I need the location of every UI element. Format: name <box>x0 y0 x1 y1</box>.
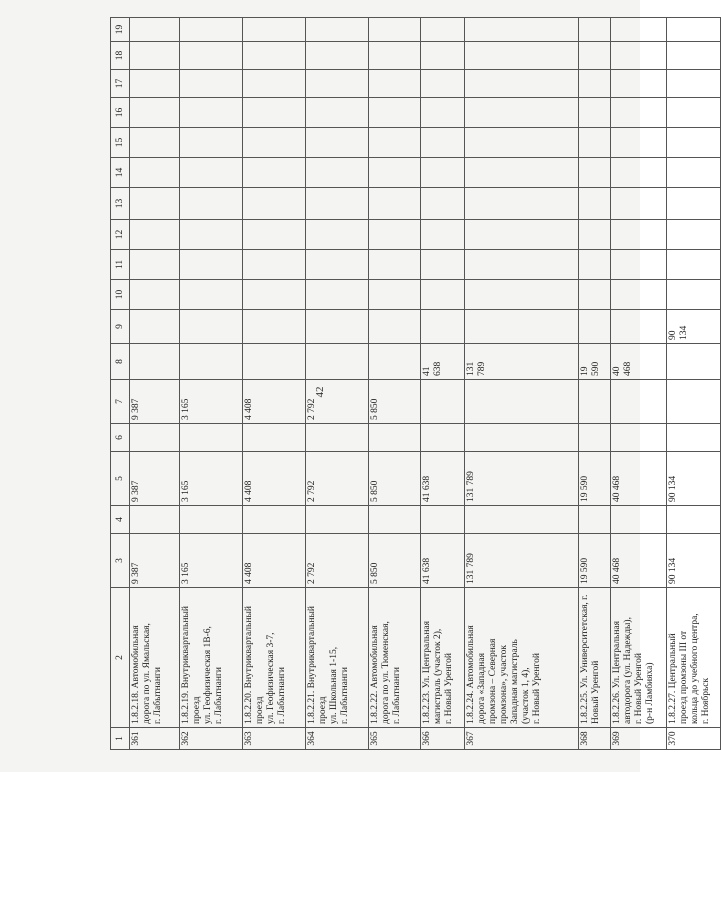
value-cell-col8 <box>667 344 721 380</box>
name-line: г. Лабытнанги <box>153 667 163 724</box>
empty-cell <box>243 98 306 128</box>
row-number-cell: 364 <box>306 728 369 750</box>
column-header: 11 <box>111 250 130 280</box>
column-header: 6 <box>111 424 130 452</box>
value-cell-col9 <box>465 310 579 344</box>
row-number-cell: 368 <box>579 728 611 750</box>
name-line: дорога по ул. Ямальская, <box>142 623 152 724</box>
value-cell-col8 <box>465 344 579 380</box>
name-line: ул. Геофизическая 1В-6, <box>203 626 213 724</box>
empty-cell <box>611 128 667 158</box>
empty-cell <box>130 250 180 280</box>
value-cell-col9 <box>180 310 243 344</box>
empty-cell <box>130 424 180 452</box>
empty-cell <box>306 98 369 128</box>
value-cell-col3: 9 387 <box>130 534 180 588</box>
name-line: ул. Геофизическая 3-7, <box>266 632 276 724</box>
empty-cell <box>421 424 465 452</box>
empty-cell <box>180 424 243 452</box>
column-header: 1 <box>111 728 130 750</box>
value-cell-col3: 19 590 <box>579 534 611 588</box>
empty-cell <box>421 220 465 250</box>
name-line: 1.8.2.19. Внутриквартальный проезд <box>181 606 202 724</box>
empty-cell <box>243 128 306 158</box>
empty-cell <box>369 70 421 98</box>
name-line: г. Новый Уренгой <box>532 653 542 724</box>
empty-cell <box>667 70 721 98</box>
empty-cell <box>579 18 611 42</box>
empty-cell <box>579 220 611 250</box>
empty-cell <box>306 128 369 158</box>
empty-cell <box>180 42 243 70</box>
value-cell-col9 <box>130 310 180 344</box>
empty-cell <box>667 128 721 158</box>
empty-cell <box>421 250 465 280</box>
empty-cell <box>611 98 667 128</box>
name-line: промзона», участок <box>499 644 509 724</box>
name-line: г. Новый Уренгой <box>444 653 454 724</box>
column-header: 5 <box>111 452 130 506</box>
empty-cell <box>180 158 243 188</box>
name-line: Западная магистраль <box>510 639 520 724</box>
empty-cell <box>579 128 611 158</box>
row-number-cell: 366 <box>421 728 465 750</box>
empty-cell <box>369 98 421 128</box>
empty-cell <box>579 424 611 452</box>
value-cell-col3: 40 468 <box>611 534 667 588</box>
empty-cell <box>611 42 667 70</box>
empty-cell <box>667 98 721 128</box>
empty-cell <box>180 188 243 220</box>
column-header: 3 <box>111 534 130 588</box>
object-name-cell <box>243 588 306 728</box>
value-cell-col8 <box>180 344 243 380</box>
value-line: 468 <box>623 361 633 376</box>
empty-cell <box>243 18 306 42</box>
value-cell-col3: 3 165 <box>180 534 243 588</box>
name-line: 1.8.2.24. Автомобильная <box>466 625 476 724</box>
empty-cell <box>421 70 465 98</box>
value-cell-col7 <box>465 380 579 424</box>
empty-cell <box>667 250 721 280</box>
empty-cell <box>579 70 611 98</box>
table-row <box>243 18 306 750</box>
empty-cell <box>369 158 421 188</box>
table-row <box>130 18 180 750</box>
empty-cell <box>611 18 667 42</box>
empty-cell <box>369 250 421 280</box>
empty-cell <box>180 128 243 158</box>
name-line: дорога «Западная <box>477 653 487 724</box>
row-number-cell: 367 <box>465 728 579 750</box>
empty-cell <box>306 70 369 98</box>
empty-cell <box>369 42 421 70</box>
value-cell-col7: 5 850 <box>369 380 421 424</box>
value-cell-col5: 2 792 <box>306 452 369 506</box>
name-line: промзона – Северная <box>488 638 498 724</box>
value-cell-col9 <box>306 310 369 344</box>
value-cell-col7 <box>667 380 721 424</box>
empty-cell <box>306 506 369 534</box>
object-name-cell <box>180 588 243 728</box>
empty-cell <box>180 250 243 280</box>
value-cell-col9 <box>611 310 667 344</box>
empty-cell <box>465 70 579 98</box>
name-line: 1.8.2.20. Внутриквартальный проезд <box>244 606 265 724</box>
empty-cell <box>130 280 180 310</box>
table-row <box>611 18 667 750</box>
empty-cell <box>611 158 667 188</box>
value-cell-col5: 9 387 <box>130 452 180 506</box>
row-number-cell: 365 <box>369 728 421 750</box>
column-header: 19 <box>111 18 130 42</box>
value-line: 638 <box>433 361 443 376</box>
empty-cell <box>180 220 243 250</box>
object-name-cell <box>611 588 667 728</box>
empty-cell <box>130 506 180 534</box>
value-cell-col5: 131 789 <box>465 452 579 506</box>
empty-cell <box>421 98 465 128</box>
empty-cell <box>421 188 465 220</box>
empty-cell <box>465 188 579 220</box>
empty-cell <box>369 220 421 250</box>
value-cell-col8 <box>421 344 465 380</box>
table-row <box>465 18 579 750</box>
empty-cell <box>369 506 421 534</box>
name-line: 1.8.2.18. Автомобильная <box>131 625 141 724</box>
value-cell-col9 <box>243 310 306 344</box>
row-number-cell: 361 <box>130 728 180 750</box>
empty-cell <box>306 42 369 70</box>
name-line: г. Лабытнанги <box>340 667 350 724</box>
empty-cell <box>369 424 421 452</box>
empty-cell <box>611 506 667 534</box>
empty-cell <box>421 158 465 188</box>
empty-cell <box>667 280 721 310</box>
value-cell-col8 <box>579 344 611 380</box>
value-cell-col7: 3 165 <box>180 380 243 424</box>
value-cell-col7 <box>421 380 465 424</box>
value-cell-col8 <box>369 344 421 380</box>
empty-cell <box>180 18 243 42</box>
empty-cell <box>579 188 611 220</box>
column-header: 18 <box>111 42 130 70</box>
column-header: 12 <box>111 220 130 250</box>
data-table <box>110 17 721 750</box>
empty-cell <box>611 188 667 220</box>
value-cell-col7: 9 387 <box>130 380 180 424</box>
empty-cell <box>130 188 180 220</box>
table-row <box>180 18 243 750</box>
table-row <box>421 18 465 750</box>
empty-cell <box>667 158 721 188</box>
empty-cell <box>243 158 306 188</box>
empty-cell <box>579 250 611 280</box>
name-line: (участок 1, 4), <box>521 667 531 724</box>
empty-cell <box>130 42 180 70</box>
table-row <box>667 18 721 750</box>
empty-cell <box>180 70 243 98</box>
name-line: ул. Школьная 1-15, <box>329 646 339 724</box>
name-line: 1.8.2.25. Ул. Университетская, г. Новый Уренгой <box>580 594 601 724</box>
column-header: 9 <box>111 310 130 344</box>
column-header: 17 <box>111 70 130 98</box>
value-cell-col9 <box>667 310 721 344</box>
value-line: 590 <box>591 361 601 376</box>
empty-cell <box>130 70 180 98</box>
rotated-table-area <box>110 22 711 750</box>
name-line: 1.8.2.23. Ул. Центральная <box>422 621 432 724</box>
name-line: г. Ноябрьск <box>701 677 711 724</box>
empty-cell <box>465 42 579 70</box>
empty-cell <box>667 188 721 220</box>
name-line: 1.8.2.27. Центральный <box>668 633 678 724</box>
row-number-cell: 370 <box>667 728 721 750</box>
value-line: 19 <box>580 366 590 376</box>
empty-cell <box>243 506 306 534</box>
empty-cell <box>180 280 243 310</box>
name-line: магистраль (участок 2), <box>433 628 443 724</box>
empty-cell <box>611 424 667 452</box>
empty-cell <box>579 158 611 188</box>
empty-cell <box>465 158 579 188</box>
empty-cell <box>465 98 579 128</box>
empty-cell <box>243 280 306 310</box>
value-cell-col8 <box>130 344 180 380</box>
table-body <box>130 18 721 750</box>
empty-cell <box>243 250 306 280</box>
value-cell-col5: 19 590 <box>579 452 611 506</box>
empty-cell <box>611 280 667 310</box>
empty-cell <box>579 42 611 70</box>
empty-cell <box>465 506 579 534</box>
name-line: автодорога (ул. Надежды), <box>623 617 633 724</box>
value-cell-col9 <box>421 310 465 344</box>
empty-cell <box>369 128 421 158</box>
empty-cell <box>130 158 180 188</box>
empty-cell <box>465 220 579 250</box>
row-number-cell: 369 <box>611 728 667 750</box>
empty-cell <box>465 128 579 158</box>
value-line: 134 <box>679 325 689 340</box>
empty-cell <box>306 250 369 280</box>
value-cell-col3: 131 789 <box>465 534 579 588</box>
value-cell-col7: 2 792 <box>306 380 369 424</box>
column-header: 13 <box>111 188 130 220</box>
value-cell-col3: 4 408 <box>243 534 306 588</box>
empty-cell <box>667 506 721 534</box>
name-line: г. Лабытнанги <box>214 667 224 724</box>
empty-cell <box>180 506 243 534</box>
table-row <box>369 18 421 750</box>
value-line: 131 <box>466 361 476 376</box>
column-header: 2 <box>111 588 130 728</box>
object-name-cell <box>421 588 465 728</box>
empty-cell <box>465 280 579 310</box>
name-line: 1.8.2.21. Внутриквартальный проезд <box>307 606 328 724</box>
empty-cell <box>465 250 579 280</box>
empty-cell <box>611 70 667 98</box>
empty-cell <box>667 42 721 70</box>
value-cell-col3: 41 638 <box>421 534 465 588</box>
empty-cell <box>465 424 579 452</box>
empty-cell <box>243 70 306 98</box>
empty-cell <box>180 98 243 128</box>
empty-cell <box>243 188 306 220</box>
name-line: г. Новый Уренгой <box>634 653 644 724</box>
value-cell-col8 <box>306 344 369 380</box>
value-cell-col9 <box>579 310 611 344</box>
object-name-cell <box>306 588 369 728</box>
object-name-cell <box>369 588 421 728</box>
name-line: 1.8.2.26. Ул. Центральная <box>612 621 622 724</box>
empty-cell <box>130 18 180 42</box>
empty-cell <box>421 18 465 42</box>
value-line: 41 <box>422 366 432 376</box>
table-row <box>306 18 369 750</box>
empty-cell <box>306 424 369 452</box>
name-line: г. Лабытнанги <box>392 667 402 724</box>
value-cell-col7 <box>579 380 611 424</box>
empty-cell <box>369 18 421 42</box>
empty-cell <box>421 128 465 158</box>
empty-cell <box>611 250 667 280</box>
empty-cell <box>421 506 465 534</box>
empty-cell <box>243 424 306 452</box>
empty-cell <box>611 220 667 250</box>
empty-cell <box>421 42 465 70</box>
name-line: кольца до учебного центра, <box>690 613 700 724</box>
object-name-cell <box>667 588 721 728</box>
name-line: г. Лабытнанги <box>277 667 287 724</box>
empty-cell <box>579 506 611 534</box>
value-line: 90 <box>668 330 678 340</box>
empty-cell <box>369 188 421 220</box>
empty-cell <box>306 280 369 310</box>
page-number: 42 <box>314 386 326 398</box>
row-number-cell: 362 <box>180 728 243 750</box>
value-cell-col7 <box>611 380 667 424</box>
empty-cell <box>579 280 611 310</box>
column-header: 10 <box>111 280 130 310</box>
empty-cell <box>130 98 180 128</box>
column-header: 16 <box>111 98 130 128</box>
empty-cell <box>130 128 180 158</box>
object-name-cell <box>579 588 611 728</box>
empty-cell <box>306 158 369 188</box>
row-number-cell: 363 <box>243 728 306 750</box>
name-line: дорога по ул. Тюменская, <box>381 621 391 724</box>
name-line: (р-н Ламбияха) <box>645 662 655 724</box>
empty-cell <box>579 98 611 128</box>
value-cell-col5: 90 134 <box>667 452 721 506</box>
empty-cell <box>243 220 306 250</box>
empty-cell <box>306 18 369 42</box>
header-row <box>111 18 130 750</box>
value-line: 789 <box>477 361 487 376</box>
table-row <box>579 18 611 750</box>
name-line: проезд промзоны III от <box>679 630 689 724</box>
value-cell-col5: 4 408 <box>243 452 306 506</box>
empty-cell <box>667 18 721 42</box>
value-cell-col3: 90 134 <box>667 534 721 588</box>
value-cell-col5: 40 468 <box>611 452 667 506</box>
column-header: 8 <box>111 344 130 380</box>
value-cell-col9 <box>369 310 421 344</box>
object-name-cell <box>465 588 579 728</box>
value-cell-col5: 41 638 <box>421 452 465 506</box>
column-header: 4 <box>111 506 130 534</box>
name-line: 1.8.2.22. Автомобильная <box>370 625 380 724</box>
object-name-cell <box>130 588 180 728</box>
value-cell-col8 <box>243 344 306 380</box>
value-line: 40 <box>612 366 622 376</box>
value-cell-col7: 4 408 <box>243 380 306 424</box>
column-header: 14 <box>111 158 130 188</box>
empty-cell <box>667 424 721 452</box>
empty-cell <box>369 280 421 310</box>
value-cell-col8 <box>611 344 667 380</box>
column-header: 15 <box>111 128 130 158</box>
empty-cell <box>667 220 721 250</box>
value-cell-col3: 5 850 <box>369 534 421 588</box>
value-cell-col5: 5 850 <box>369 452 421 506</box>
column-header: 7 <box>111 380 130 424</box>
empty-cell <box>465 18 579 42</box>
empty-cell <box>306 188 369 220</box>
empty-cell <box>130 220 180 250</box>
empty-cell <box>243 42 306 70</box>
empty-cell <box>306 220 369 250</box>
empty-cell <box>421 280 465 310</box>
value-cell-col5: 3 165 <box>180 452 243 506</box>
value-cell-col3: 2 792 <box>306 534 369 588</box>
